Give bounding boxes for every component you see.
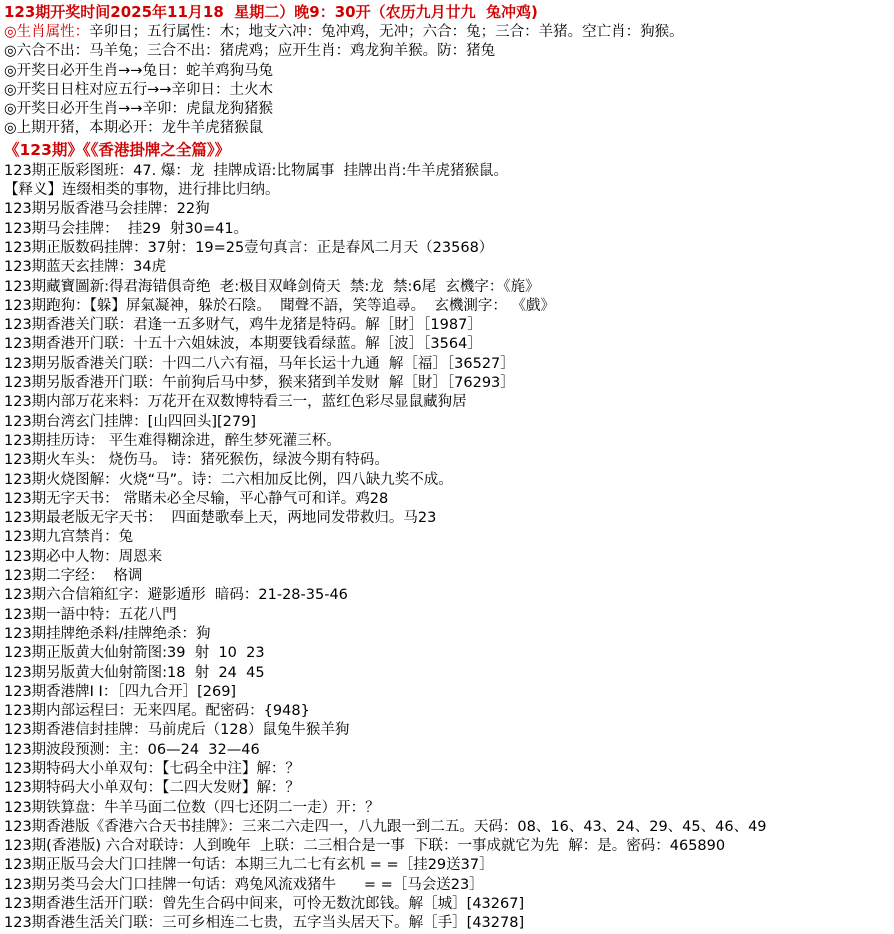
list-item: 123期必中人物：周恩来 <box>4 548 163 565</box>
list-item: 123期香港关门联：君逢一五多财气，鸡牛龙猪是特码。解［財］［1987］ <box>4 317 482 334</box>
list-item: 123期挂历诗： 平生难得糊涂进，醉生梦死灌三杯。 <box>4 432 341 449</box>
list-item: 123期正版彩图班：47. 爆：龙 挂牌成语:比物属事 挂牌出肖:牛羊虎猪猴鼠。 <box>4 162 509 179</box>
list-item: 123期内部万花来料：万花开在双数博特看三一，蓝红色彩尽显鼠藏狗居 <box>4 394 467 411</box>
list-item: 123期香港生活关门联：三可乡相连二七贵，五字当头居天下。解［手］[43278] <box>4 915 525 932</box>
list-item: 123期跑狗：【躲】屏氣凝神，躲於石陰。 聞聲不語，笑等追尋。 玄機測字： 《戲》 <box>4 297 555 314</box>
list-item: 【释义】连缀相类的事物，进行排比归纳。 <box>4 182 280 199</box>
list-item: 123期(香港版) 六合对联诗：人到晚年 上联：二三相合是一事 下联：一事成就它为先 解：是。密码：465890 <box>4 838 726 855</box>
list-item: 123期正版黄大仙射箭图:39 射 10 23 <box>4 645 265 662</box>
zodiac-attribute-line <box>4 23 890 42</box>
list-item: 123期二字经： 格调 <box>4 568 143 585</box>
list-item: 123期另版香港关门联：十四二八六有福，马年长运十九通 解［福］［36527］ <box>4 355 515 372</box>
list-item: 123期特码大小单双句：【七码全中注】解：？ <box>4 760 300 777</box>
section-title <box>4 139 890 162</box>
list-item: 123期藏寶圖新:得君海错俱奇绝 老:极目双峰剑倚天 禁:龙 禁:6尾 玄機字：《旄》 <box>4 278 540 295</box>
list-item: 123期波段预测：主：06—24 32—46 <box>4 741 260 758</box>
zodiac-attribute-body: 辛卯日；五行属性：木；地支六冲：兔冲鸡，无冲；六合：兔；三合：羊猪。空亡肖：狗猴。 <box>89 24 684 40</box>
draw-time-header: 123期开奖时间2025年11月18 星期二）晚9：30开（农历九月廿九 兔冲鸡) <box>4 3 538 21</box>
previous-draw-line: ◎上期开猪，本期必开：龙牛羊虎猪猴鼠 <box>4 120 264 137</box>
list-item: 123期火车头： 烧伤马。 诗：猪死猴伤，绿波今期有特码。 <box>4 452 389 469</box>
list-item: 123期最老版无字天书： 四面楚歌奉上天，两地同发带救归。马23 <box>4 510 437 527</box>
combination-exclusion-line: ◎六合不出：马羊兔；三合不出：猪虎鸡；应开生肖：鸡龙狗羊猴。防：猪兔 <box>4 43 496 60</box>
list-item: 123期火烧图解：火烧“马”。诗：二六相加反比例，四八缺九奖不成。 <box>4 471 453 488</box>
list-item: 123期另版香港马会挂牌：22狗 <box>4 201 210 218</box>
list-item: 123期另版黄大仙射箭图:18 射 24 45 <box>4 664 265 681</box>
pillar-five-elements-line: ◎开奖日日柱对应五行→→辛卯日：土火木 <box>4 81 273 98</box>
list-item: 123期台湾玄门挂牌：[山四回头][279] <box>4 413 256 430</box>
list-item: 123期内部运程曰：无来四尾。配密码：{948} <box>4 703 310 720</box>
list-item: 123期九宫禁肖：兔 <box>4 529 134 546</box>
entry-list <box>4 162 890 934</box>
list-item: 123期一語中特：五花八門 <box>4 606 177 623</box>
section-issue: 《123期》 <box>4 140 83 159</box>
list-item: 123期香港牌I I：［四九合开］[269] <box>4 683 237 700</box>
list-item: 123期正版数码挂牌：37射：19=25壹句真言：正是春风二月天（23568） <box>4 239 494 256</box>
list-item: 123期正版马会大门口挂牌一句话：本期三九二七有玄机 = =［挂29送37］ <box>4 857 494 874</box>
list-item: 123期无字天书： 常賭未必全尽输，平心静气可和详。鸡28 <box>4 490 389 507</box>
list-item: 123期蓝天玄挂牌：34虎 <box>4 259 167 276</box>
zodiac-attribute-prefix: ◎生肖属性： <box>4 24 90 40</box>
list-item: 123期另版香港开门联：午前狗后马中梦，猴来猪到羊发财 解［財］［76293］ <box>4 375 515 392</box>
list-item: 123期六合信箱紅字：避影遁形 暗码：21-28-35-46 <box>4 587 348 604</box>
section-name: 《《香港掛牌之全篇》》 <box>82 140 231 159</box>
list-item: 123期特码大小单双句：【二四大发财】解：？ <box>4 780 300 797</box>
list-item: 123期马会挂牌： 挂29 射30=41。 <box>4 220 249 237</box>
must-open-zodiac-line: ◎开奖日必开生肖→→兔日：蛇羊鸡狗马兔 <box>4 62 273 79</box>
list-item: 123期另类马会大门口挂牌一句话：鸡兔风流戏猪牛 = =［马会送23］ <box>4 876 484 893</box>
list-item: 123期香港生活开门联：曾先生合码中间来，可怜无数沈郎钱。解［城］[43267] <box>4 896 525 913</box>
list-item: 123期香港版《香港六合天书挂牌》：三来二六走四一，八九跟一到二五。天码：08、16、43、24、29、45、46、49 <box>4 818 767 835</box>
list-item: 123期香港开门联：十五十六姐妹波，本期要钱看绿蓝。解［波］［3564］ <box>4 336 482 353</box>
list-item: 123期香港信封挂牌：马前虎后（128）鼠兔牛猴羊狗 <box>4 722 350 739</box>
list-item: 123期铁算盘：牛羊马面二位数（四七还阴二一走）开：？ <box>4 799 380 816</box>
list-item: 123期挂牌绝杀料/挂牌绝杀：狗 <box>4 625 211 642</box>
must-open-zodiac-line-2: ◎开奖日必开生肖→→辛卯：虎鼠龙狗猪猴 <box>4 101 273 118</box>
